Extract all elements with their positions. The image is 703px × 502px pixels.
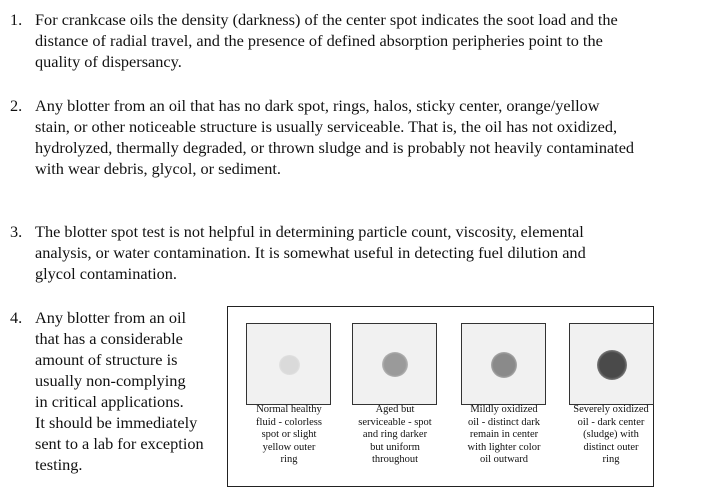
item-text [35,9,618,72]
blotter-caption-aged [340,404,450,467]
caption-line: oil - distinct dark [467,416,541,428]
caption-line: Aged but [375,404,415,415]
blotter-spot [382,352,408,377]
text-line: quality of dispersancy. [35,52,182,71]
item-number: 2. [10,96,23,115]
text-line: with wear debris, glycol, or sediment. [35,159,281,178]
caption-line: yellow outer [262,441,316,453]
caption-line: serviceable - spot [358,416,432,428]
blotter-caption-mildly-oxidized [449,404,559,467]
item-number: 1. [10,10,23,29]
text-line: stain, or other noticeable structure is usually serviceable. That is, the oil has not oxidized, [35,117,618,136]
text-line: glycol contamination. [35,264,177,283]
text-line: Any blotter from an oil that has no dark spot, rings, halos, sticky center, orange/yellow [35,96,600,115]
caption-line: ring [602,454,620,466]
caption-line: remain in center [469,429,539,441]
blotter-card-normal [246,323,331,405]
text-line: distance of radial travel, and the presence of defined absorption peripheries point to the [35,31,603,50]
text-line: analysis, or water contamination. It is somewhat useful in detecting fuel dilution and [35,243,586,262]
text-line: in critical applications. [35,392,184,411]
caption-line: oil - dark center [577,416,645,428]
text-line: It should be immediately [35,413,198,432]
text-line: For crankcase oils the density (darkness) of the center spot indicates the soot load and the [35,10,618,29]
caption-line: Normal healthy [256,404,322,415]
caption-line: Mildly oxidized [470,404,538,415]
blotter-card-severely-oxidized [569,323,654,405]
caption-line: and ring darker [362,429,428,441]
text-line: hydrolyzed, thermally degraded, or thrown sludge and is probably not heavily contaminated [35,138,635,157]
blotter-card-mildly-oxidized [461,323,546,405]
blotter-spot [279,355,300,375]
text-line: that has a considerable [35,329,183,348]
text-line: usually non-complying [35,371,186,390]
text-line: The blotter spot test is not helpful in determining particle count, viscosity, elemental [35,222,584,241]
blotter-caption-severely-oxidized [556,404,666,467]
caption-line: ring [280,454,298,466]
caption-line: throughout [371,454,419,466]
caption-line: but uniform [370,441,420,453]
item-text [35,95,634,179]
caption-line: spot or slight [261,429,317,441]
blotter-caption-normal [234,404,344,467]
caption-line: (sludge) with [583,429,639,441]
blotter-spot [597,350,627,380]
text-line: sent to a lab for exception [35,434,204,453]
blotter-samples-panel [227,306,654,487]
blotter-card-aged [352,323,437,405]
caption-line: Severely oxidized [573,404,649,415]
caption-line: distinct outer [583,441,639,453]
text-line: testing. [35,455,83,474]
text-line: amount of structure is [35,350,178,369]
caption-line: fluid - colorless [256,416,322,428]
caption-line: oil outward [479,454,529,466]
text-line: Any blotter from an oil [35,308,187,327]
item-text [35,221,586,284]
caption-line: with lighter color [467,441,541,453]
item-number: 3. [10,222,23,241]
item-text [35,307,204,475]
item-number: 4. [10,308,23,327]
blotter-spot [491,352,517,378]
